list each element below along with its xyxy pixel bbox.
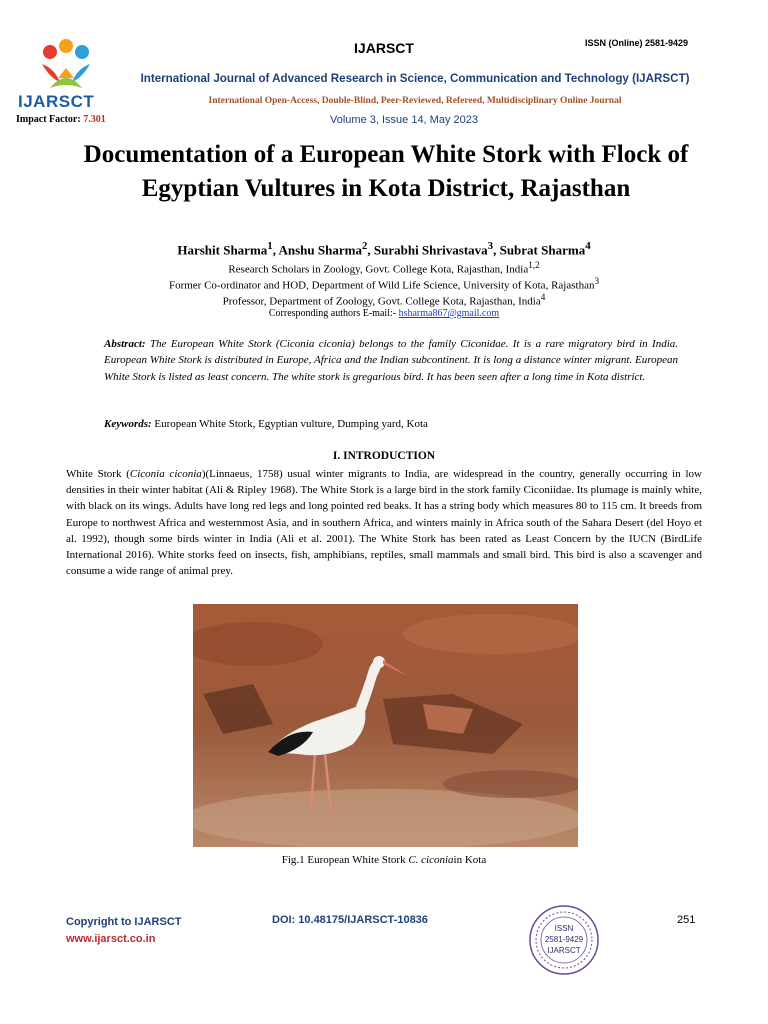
author: Harshit Sharma (177, 242, 268, 258)
section-heading: I. INTRODUCTION (332, 450, 436, 462)
issn-seal-icon (528, 904, 600, 976)
affiliation: Professor, Department of Zoology, Govt. College Kota, Rajasthan, India$^4$ (222, 292, 546, 308)
issn-online: ISSN (Online) 2581-9429 (585, 38, 689, 48)
abstract: Abstract: The European White Stork (Ciconia ciconia) belongs to the family Ciconidae. It is a rare migratory bird in India. European White Stork is distributed in Europe, Africa and the Indian subcontinent. It is long a distance winter migrant. European White Stork is listed as least concern. The white stork is gregarious bird. It has been seen after a long time in Kota district. (104, 338, 678, 383)
keywords: Keywords: European White Stork, Egyptian vulture, Dumping yard, Kota (104, 418, 428, 430)
journal-subtitle: International Open-Access, Double-Blind, Peer-Reviewed, Refereed, Multidisciplinary Online Journal (208, 96, 622, 106)
impact-factor: Impact Factor: 7.301 (16, 114, 106, 125)
author-list: Harshit Sharma$^1$, Anshu Sharma$^2$, Surabhi Shrivastava$^3$, Subrat Sharma$^4$ (177, 240, 591, 258)
stork-photo (193, 604, 578, 847)
journal-short-name: IJARSCT (354, 40, 414, 56)
paper-title: Documentation of a European White Stork with Flock of Egyptian Vultures in Kota District, Rajasthan (83, 141, 689, 202)
website-link[interactable]: www.ijarsct.co.in (66, 933, 156, 945)
logo-wordmark: IJARSCT (18, 92, 95, 111)
volume-issue: Volume 3, Issue 14, May 2023 (330, 114, 478, 126)
corresponding-email: Corresponding authors E-mail:- hsharma867@gmail.com (268, 308, 500, 319)
copyright: Copyright to IJARSCT (66, 916, 182, 928)
affiliation: Former Co-ordinator and HOD, Department of Wild Life Science, University of Kota, Rajasthan$^3$ (168, 276, 600, 292)
seal-line: IJARSCT (547, 946, 581, 955)
footer-left (66, 914, 182, 948)
figure-caption: Fig.1 European White Stork C. ciconiain Kota (281, 854, 487, 866)
seal-line: 2581-9429 (544, 935, 584, 944)
introduction-paragraph: White Stork (Ciconia ciconia)(Linnaeus, 1758) usual winter migrants to India, are widespread in the country, generally occurring in low densities in their winter habitat (Ali & Ripley 1968). The White Stork is a large bird in the stork family Ciconiidae. Its plumage is mainly white, with black on its wings. Adults have long red legs and long pointed red beaks. It has a string body which measures 80 to 115 cm. It breeds from Europe to northwest Africa and westernmost Asia, and in southern Africa, and winters mainly in Africa south of the Sahara Desert (del Hoyo et al. 1992), though some birds winter in India (Ali et al. 2001). The White Stork has been rated as Least Concern by the IUCN (BirdLife International 2016). White storks feed on insects, fish, amphibians, reptiles, small mammals and small bird. This bird is also a scavenger and consume a wide range of animal prey. (66, 468, 702, 578)
author: Anshu Sharma (278, 242, 362, 258)
seal-line: ISSN (554, 924, 574, 933)
affiliation: Research Scholars in Zoology, Govt. College Kota, Rajasthan, India$^{1,2}$ (228, 260, 540, 276)
page-number: 251 (677, 914, 696, 926)
doi: DOI: 10.48175/IJARSCT-10836 (272, 914, 428, 926)
email-link[interactable]: hsharma867@gmail.com (398, 308, 500, 319)
author: Surabhi Shrivastava (373, 242, 488, 258)
journal-full-name: International Journal of Advanced Research in Science, Communication and Technology (IJARSCT) (140, 72, 690, 85)
author: Subrat Sharma (499, 242, 586, 258)
